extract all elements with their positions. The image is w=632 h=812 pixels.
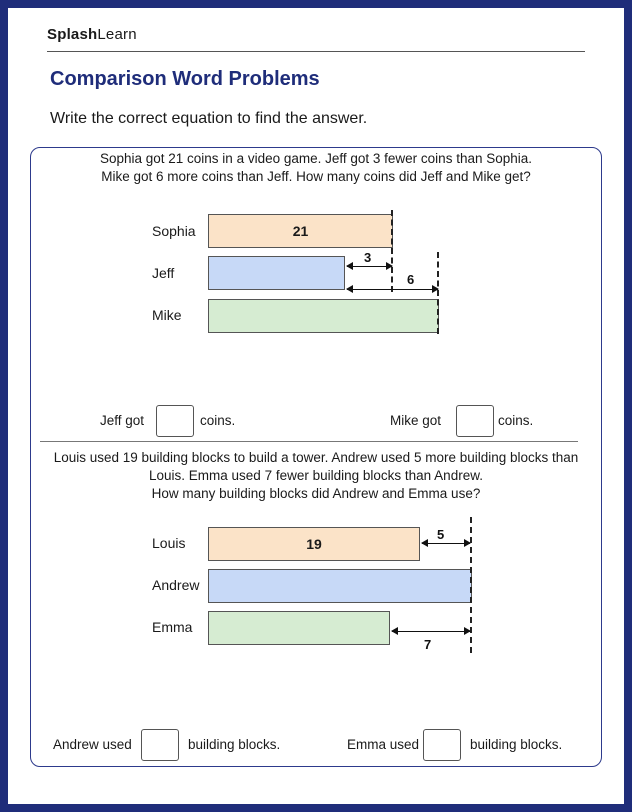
problem2-text: Louis used 19 building blocks to build a tower. Andrew used 5 more building blocks than Louis. Emma used 7 fewer building blocks than Andrew. How many building blocks did Andrew and Emma use?: [53, 450, 579, 501]
answer-box-emma[interactable]: [423, 729, 461, 761]
bar-emma: [208, 611, 390, 645]
answer-box-jeff[interactable]: [156, 405, 194, 437]
problem1-text: Sophia got 21 coins in a video game. Jeff got 3 fewer coins than Sophia. Mike got 6 more coins than Jeff. How many coins did Jeff and Mike get?: [99, 151, 533, 184]
difference-arrow-more-2: [422, 543, 470, 544]
difference-label-fewer-2: 7: [424, 637, 432, 652]
answer-unit-emma: building blocks.: [470, 737, 563, 752]
brand-logo: SplashLearn: [47, 26, 137, 43]
difference-arrow-fewer: [347, 266, 392, 267]
answer-label-andrew: Andrew used: [53, 737, 132, 752]
answer-box-andrew[interactable]: [141, 729, 179, 761]
bar-sophia: 21: [208, 214, 393, 248]
answer-label-jeff: Jeff got: [100, 413, 145, 428]
bar-andrew: [208, 569, 472, 603]
problem-divider: [40, 441, 578, 442]
answer-label-emma: Emma used: [347, 737, 420, 752]
bar-label-louis: Louis: [152, 535, 186, 551]
bar-label-mike: Mike: [152, 307, 182, 323]
instructions: Write the correct equation to find the answer.: [50, 110, 368, 127]
difference-label-more: 6: [407, 272, 415, 287]
bar-label-emma: Emma: [152, 619, 193, 635]
worksheet: [8, 8, 624, 804]
page-title: Comparison Word Problems: [50, 68, 320, 90]
answer-box-mike[interactable]: [456, 405, 494, 437]
difference-arrow-fewer-2: [392, 631, 470, 632]
answer-unit-andrew: building blocks.: [188, 737, 281, 752]
answer-unit-jeff: coins.: [200, 413, 236, 428]
bar-label-jeff: Jeff: [152, 265, 175, 281]
bar-label-sophia: Sophia: [152, 223, 196, 239]
bar-label-andrew: Andrew: [152, 577, 200, 593]
bar-louis: 19: [208, 527, 420, 561]
difference-arrow-more: [347, 289, 438, 290]
header-rule: [47, 51, 585, 52]
difference-label-fewer: 3: [364, 250, 372, 265]
guide-line-mike: [437, 252, 439, 334]
bar-jeff: [208, 256, 345, 290]
answer-label-mike: Mike got: [390, 413, 442, 428]
answer-unit-mike: coins.: [498, 413, 534, 428]
difference-label-more-2: 5: [437, 527, 445, 542]
bar-mike: [208, 299, 439, 333]
guide-line-sophia: [391, 210, 393, 292]
